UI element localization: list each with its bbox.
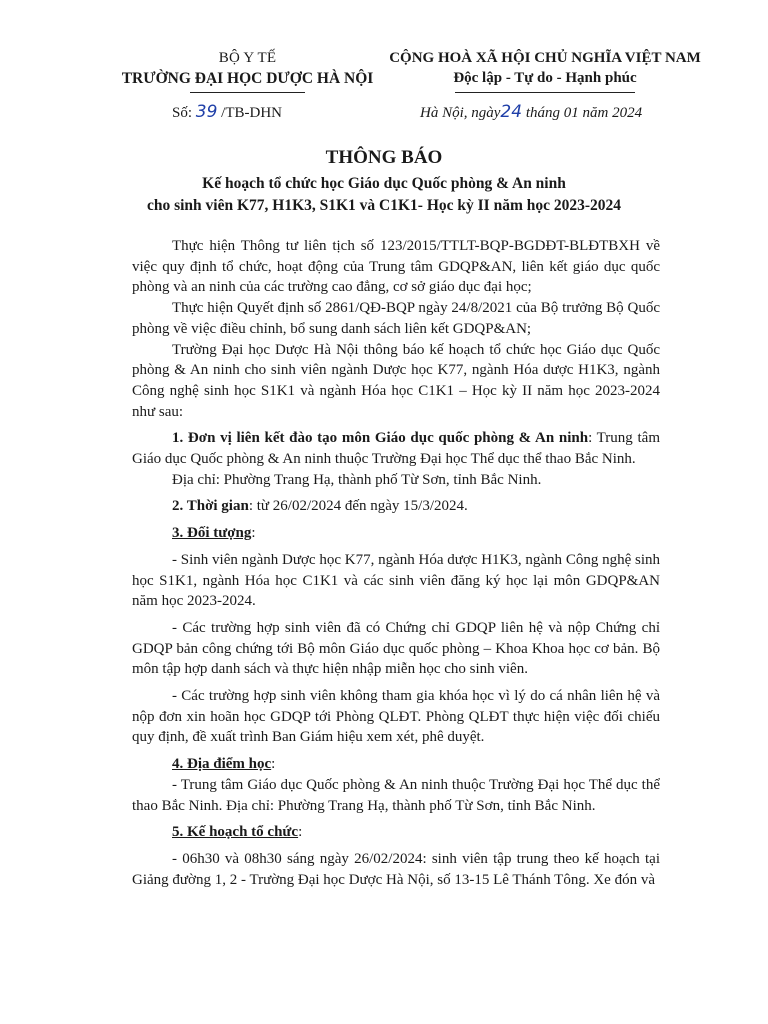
document-number: Số: 39 /TB-DHN [172, 102, 282, 122]
paragraph-announcement: Trường Đại học Dược Hà Nội thông báo kế hoạch tổ chức học Giáo dục Quốc phòng & An ninh cho sinh viên ngành Dược học K77, ngành Hóa dược H1K3, ngành Công nghệ sinh học S1K1 và ngành Hóa học C1K1 – Học kỳ II năm học 2023-2024 như sau: [132, 341, 660, 420]
right-header-underline [455, 92, 635, 93]
handwritten-number: 39 [195, 102, 218, 122]
nation-motto: Độc lập - Tự do - Hạnh phúc [453, 70, 637, 86]
left-header-underline [190, 92, 305, 93]
document-subtitle-line-1: Kế hoạch tổ chức học Giáo dục Quốc phòng & An ninh [202, 175, 566, 192]
section-3-item-2: - Các trường hợp sinh viên đã có Chứng chỉ GDQP liên hệ và nộp Chứng chỉ GDQP bản công chứng tới Bộ môn Giáo dục quốc phòng – Khoa Khoa học cơ bản. Bộ môn tập hợp danh sách và thực hiện nhập miễn học cho sinh viên. [132, 619, 660, 678]
handwritten-day: 24 [500, 102, 523, 122]
section-5-heading: 5. Kế hoạch tổ chức [172, 824, 299, 841]
section-1-address: Địa chỉ: Phường Trang Hạ, thành phố Từ Sơn, tỉnh Bắc Ninh. [172, 471, 542, 488]
document-title: THÔNG BÁO [325, 147, 443, 168]
nation-title: CỘNG HOÀ XÃ HỘI CHỦ NGHĨA VIỆT NAM [389, 50, 701, 66]
section-4-heading-line: 4. Địa điểm học: [172, 756, 276, 773]
section-3-item-3: - Các trường hợp sinh viên không tham gia khóa học vì lý do cá nhân liên hệ và nộp đơn xin hoãn học GDQP tới Phòng QLĐT. Phòng QLĐT thực hiện việc đối chiếu quy định, đề xuất trình Ban Giám hiệu xem xét, phê duyệt. [132, 688, 660, 746]
paragraph-legal-basis-2: Thực hiện Quyết định số 2861/QĐ-BQP ngày 24/8/2021 của Bộ trưởng Bộ Quốc phòng về việc điều chỉnh, bổ sung danh sách liên kết GDQP&AN; [132, 300, 660, 337]
ministry-name: BỘ Y TẾ [218, 50, 277, 66]
section-3-item-1: - Sinh viên ngành Dược học K77, ngành Hóa dược H1K3, ngành Công nghệ sinh học S1K1, ngành Hóa học C1K1 và các sinh viên đăng ký học lại môn GDQP&AN năm học 2023-2024. [132, 551, 660, 610]
section-1-heading: 1. Đơn vị liên kết đào tạo môn Giáo dục quốc phòng & An ninh [172, 430, 589, 447]
document-date: Hà Nội, ngày24 tháng 01 năm 2024 [420, 102, 643, 122]
section-3-heading: 3. Đối tượng [172, 525, 252, 542]
document-header [0, 50, 768, 140]
section-5-heading-line: 5. Kế hoạch tổ chức: [172, 824, 303, 841]
section-2: 2. Thời gian: từ 26/02/2024 đến ngày 15/3/2024. [172, 498, 468, 515]
section-4-item-1: - Trung tâm Giáo dục Quốc phòng & An ninh thuộc Trường Đại học Thể dục thể thao Bắc Ninh. Địa chỉ: Phường Trang Hạ, thành phố Từ Sơn, tỉnh Bắc Ninh. [132, 776, 660, 814]
paragraph-legal-basis-1: Thực hiện Thông tư liên tịch số 123/2015/TTLT-BQP-BGDĐT-BLĐTBXH về việc quy định tổ chức, hoạt động của Trung tâm GDQP&AN, liên kết giáo dục quốc phòng và an ninh của các trường cao đẳng, cơ sở giáo dục đại học; [132, 238, 660, 296]
section-5-item-1: - 06h30 và 08h30 sáng ngày 26/02/2024: sinh viên tập trung theo kế hoạch tại Giảng đường 1, 2 - Trường Đại học Dược Hà Nội, số 13-15 Lê Thánh Tông. Xe đón và [132, 850, 660, 888]
section-1: 1. Đơn vị liên kết đào tạo môn Giáo dục quốc phòng & An ninh: Trung tâm Giáo dục Quốc phòng & An ninh thuộc Trường Đại học Thể dục thể thao Bắc Ninh. [132, 430, 660, 468]
section-2-heading: 2. Thời gian [172, 498, 249, 515]
document-body [132, 236, 660, 890]
section-4-heading: 4. Địa điểm học [172, 756, 272, 773]
university-name: TRƯỜNG ĐẠI HỌC DƯỢC HÀ NỘI [121, 70, 374, 87]
section-3-heading-line: 3. Đối tượng: [172, 525, 256, 542]
document-subtitle-line-2: cho sinh viên K77, H1K3, S1K1 và C1K1- Học kỳ II năm học 2023-2024 [146, 197, 622, 214]
